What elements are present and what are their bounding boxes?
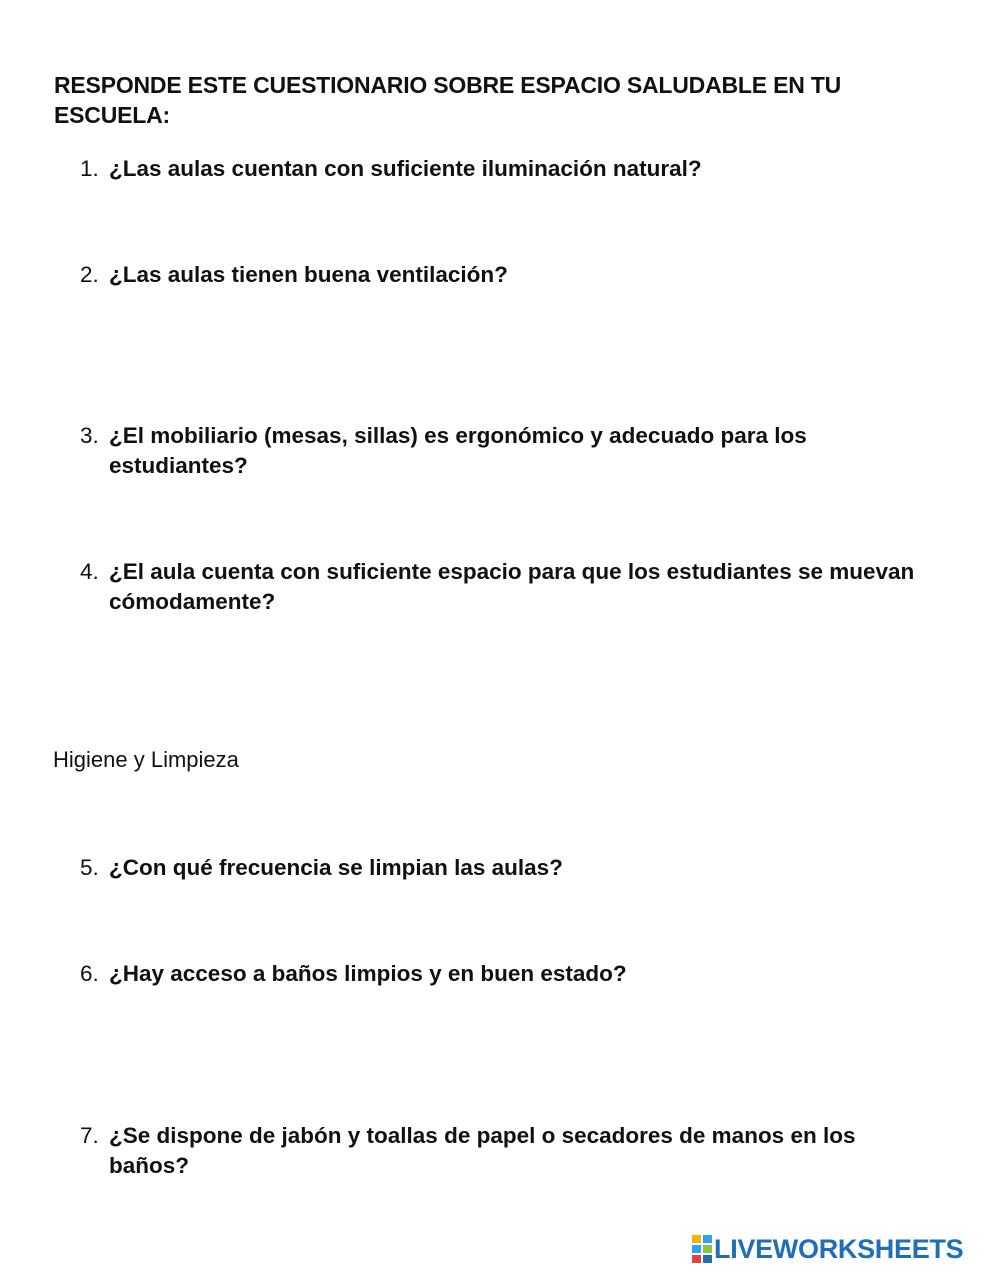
question-number: 4. <box>80 559 99 584</box>
question-text: ¿El mobiliario (mesas, sillas) es ergonómico y adecuado para los estudiantes? <box>109 423 807 478</box>
question-text: ¿Con qué frecuencia se limpian las aulas? <box>109 855 563 880</box>
question-text: ¿Se dispone de jabón y toallas de papel o secadores de manos en los baños? <box>109 1123 856 1178</box>
question-text: ¿Las aulas cuentan con suficiente iluminación natural? <box>109 156 702 181</box>
question-7 <box>80 1121 930 1181</box>
liveworksheets-logo-icon <box>692 1235 712 1263</box>
question-3 <box>80 421 930 481</box>
liveworksheets-brand <box>692 1232 963 1266</box>
question-number: 5. <box>80 855 99 880</box>
question-number: 7. <box>80 1123 99 1148</box>
section-heading-higiene: Higiene y Limpieza <box>53 747 239 772</box>
question-2 <box>80 260 930 290</box>
question-text: ¿El aula cuenta con suficiente espacio para que los estudiantes se muevan cómodamente? <box>109 559 915 614</box>
question-number: 1. <box>80 156 99 181</box>
worksheet-title: RESPONDE ESTE CUESTIONARIO SOBRE ESPACIO SALUDABLE EN TU ESCUELA: <box>54 72 842 128</box>
question-number: 2. <box>80 262 99 287</box>
question-number: 3. <box>80 423 99 448</box>
question-number: 6. <box>80 961 99 986</box>
brand-name: LIVEWORKSHEETS <box>714 1233 964 1264</box>
question-1 <box>80 154 930 184</box>
question-5 <box>80 853 930 883</box>
question-text: ¿Hay acceso a baños limpios y en buen estado? <box>109 961 627 986</box>
question-text: ¿Las aulas tienen buena ventilación? <box>109 262 508 287</box>
question-6 <box>80 959 930 989</box>
question-4 <box>80 557 930 617</box>
